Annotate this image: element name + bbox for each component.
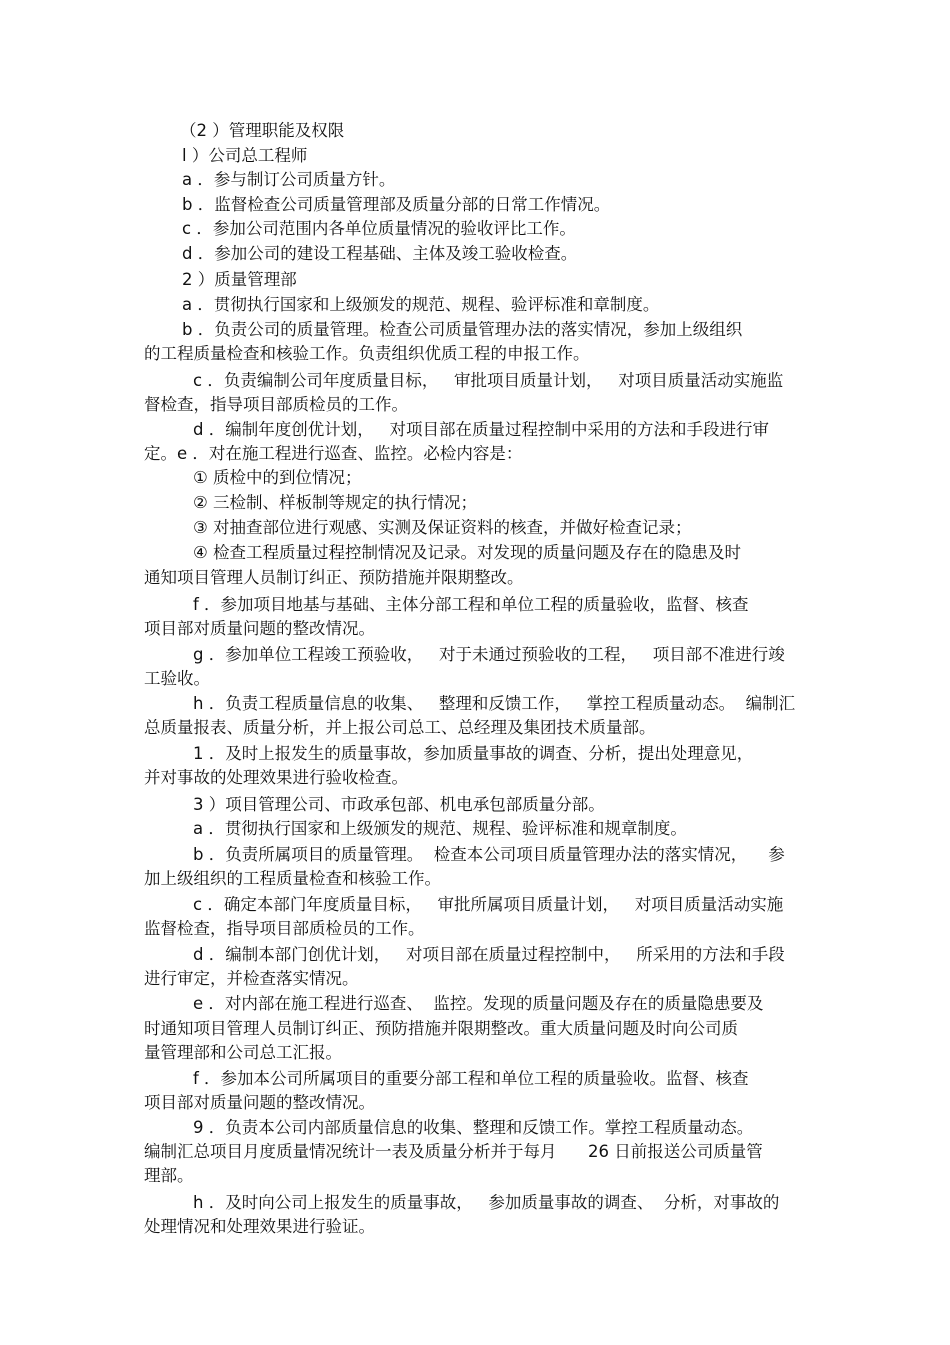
text-line: f ．参加项目地基与基础、主体分部工程和单位工程的质量验收，监督、核查 — [193, 595, 749, 614]
text-line: 3 ）项目管理公司、市政承包部、机电承包部质量分部。 — [193, 795, 605, 814]
text-line: 加上级组织的工程质量检查和核验工作。 — [144, 869, 441, 888]
text-line: 并对事故的处理效果进行验收检查。 — [144, 768, 408, 787]
text-line: g ．参加单位工程竣工预验收， 对于未通过预验收的工程， 项目部不准进行竣 — [193, 645, 785, 664]
text-line: 处理情况和处理效果进行验证。 — [144, 1217, 375, 1236]
text-line: 总质量报表、质量分析，并上报公司总工、总经理及集团技术质量部。 — [144, 718, 656, 737]
text-line: h ．及时向公司上报发生的质量事故， 参加质量事故的调查、 分析，对事故的 — [193, 1193, 780, 1212]
text-line: 项目部对质量问题的整改情况。 — [144, 1093, 375, 1112]
text-line: （2 ）管理职能及权限 — [180, 121, 345, 140]
text-line: d ．编制本部门创优计划， 对项目部在质量过程控制中， 所采用的方法和手段 — [193, 945, 785, 964]
text-line: a ．贯彻执行国家和上级颁发的规范、规程、验评标准和规章制度。 — [193, 819, 687, 838]
text-line: ② 三检制、样板制等规定的执行情况； — [193, 493, 478, 512]
text-line: a ．参与制订公司质量方针。 — [182, 170, 396, 189]
text-line: d ．参加公司的建设工程基础、主体及竣工验收检查。 — [182, 244, 578, 263]
text-line: ① 质检中的到位情况； — [193, 468, 362, 487]
text-line: 监督检查，指导项目部质检员的工作。 — [144, 919, 425, 938]
text-line: 1 ．及时上报发生的质量事故，参加质量事故的调查、分析，提出处理意见， — [193, 744, 754, 763]
text-line: c ．负责编制公司年度质量目标， 审批项目质量计划， 对项目质量活动实施监 — [193, 371, 784, 390]
text-line: ③ 对抽查部位进行观感、实测及保证资料的核查，并做好检查记录； — [193, 518, 692, 537]
text-line: l ）公司总工程师 — [182, 146, 308, 165]
text-line: b ．监督检查公司质量管理部及质量分部的日常工作情况。 — [182, 195, 611, 214]
text-line: 项目部对质量问题的整改情况。 — [144, 619, 375, 638]
text-line: 督检查，指导项目部质检员的工作。 — [144, 395, 408, 414]
text-line: 编制汇总项目月度质量情况统计一表及质量分析并于每月 26 日前报送公司质量管 — [144, 1142, 763, 1161]
text-line: a ．贯彻执行国家和上级颁发的规范、规程、验评标准和章制度。 — [182, 295, 660, 314]
text-line: 2 ）质量管理部 — [182, 270, 297, 289]
text-line: 进行审定，并检查落实情况。 — [144, 969, 359, 988]
text-line: e ．对内部在施工程进行巡查、 监控。发现的质量问题及存在的质量隐患要及 — [193, 994, 764, 1013]
text-line: 定。e ．对在施工程进行巡查、监控。必检内容是： — [144, 444, 523, 463]
text-line: ④ 检查工程质量过程控制情况及记录。对发现的质量问题及存在的隐患及时 — [193, 543, 742, 562]
text-line: 9 ．负责本公司内部质量信息的收集、整理和反馈工作。掌控工程质量动态。 — [193, 1118, 754, 1137]
text-line: 时通知项目管理人员制订纠正、预防措施并限期整改。重大质量问题及时向公司质 — [144, 1019, 738, 1038]
text-line: f ．参加本公司所属项目的重要分部工程和单位工程的质量验收。监督、核查 — [193, 1069, 749, 1088]
text-line: h ．负责工程质量信息的收集、 整理和反馈工作， 掌控工程质量动态。 编制汇 — [193, 694, 796, 713]
text-line: 的工程质量检查和核验工作。负责组织优质工程的申报工作。 — [144, 344, 590, 363]
text-line: 理部。 — [144, 1166, 194, 1185]
text-line: 工验收。 — [144, 669, 210, 688]
text-line: c ．确定本部门年度质量目标， 审批所属项目质量计划， 对项目质量活动实施 — [193, 895, 784, 914]
text-line: b ．负责公司的质量管理。检查公司质量管理办法的落实情况，参加上级组织 — [182, 320, 743, 339]
text-line: b ．负责所属项目的质量管理。 检查本公司项目质量管理办法的落实情况， 参 — [193, 845, 785, 864]
text-line: d ．编制年度创优计划， 对项目部在质量过程控制中采用的方法和手段进行审 — [193, 420, 769, 439]
text-line: 量管理部和公司总工汇报。 — [144, 1043, 342, 1062]
text-line: 通知项目管理人员制订纠正、预防措施并限期整改。 — [144, 568, 524, 587]
text-line: c ．参加公司范围内各单位质量情况的验收评比工作。 — [182, 219, 576, 238]
